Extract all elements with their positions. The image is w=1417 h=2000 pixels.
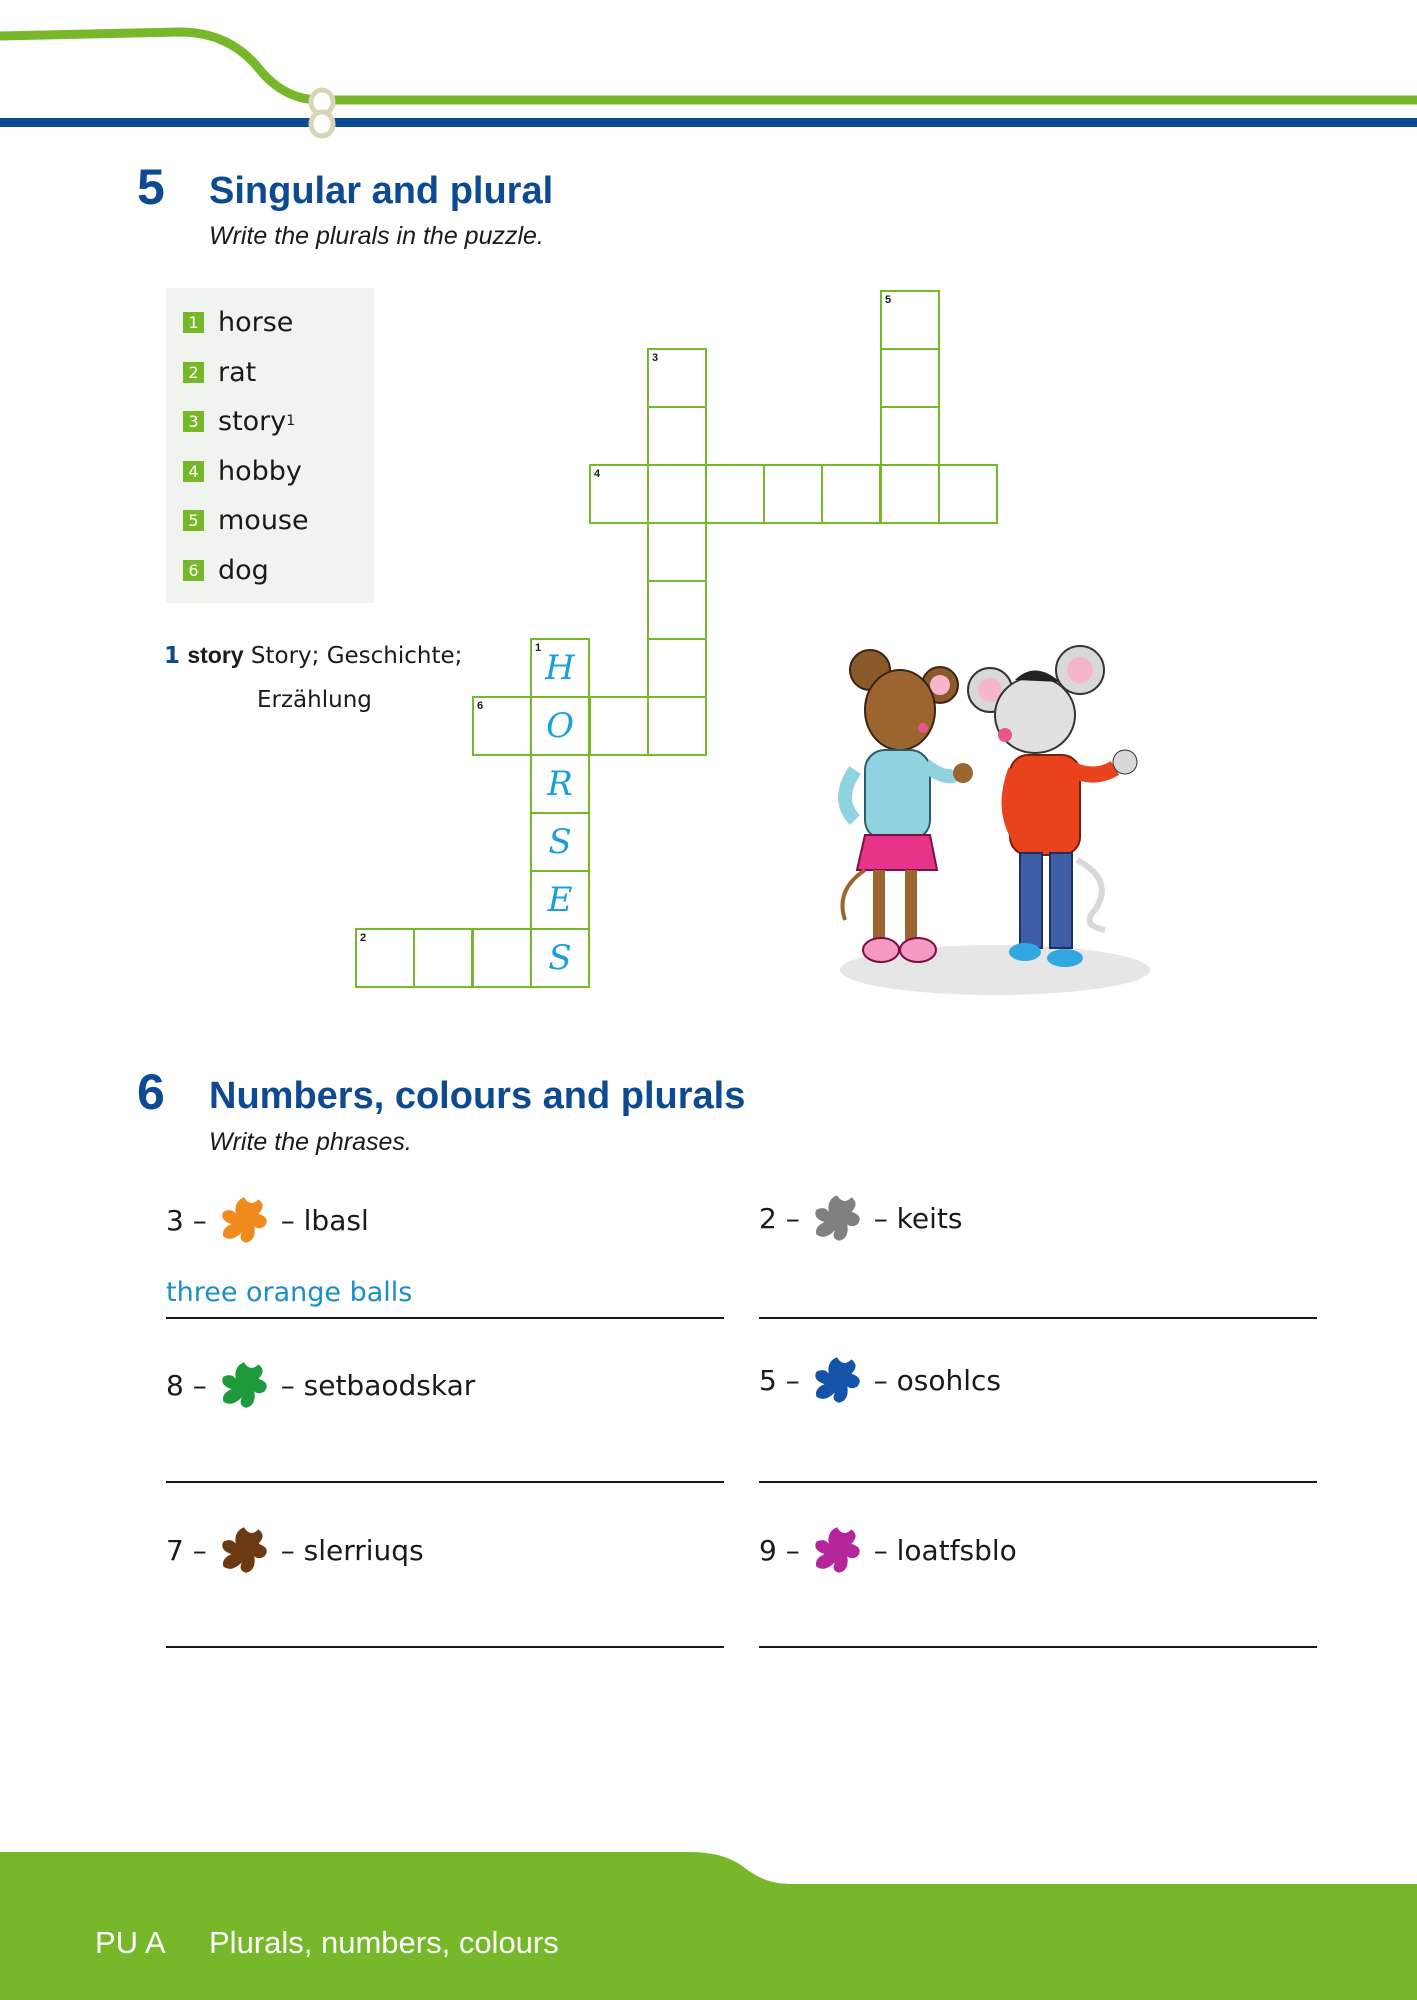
clue-number: 4 [594, 468, 601, 480]
phrase-item: 5 – – osohlcs [759, 1345, 1001, 1415]
footer-band [0, 1840, 1417, 2000]
phrase-item: 8 – – setbaodskar [166, 1350, 475, 1420]
footer-unit-code: PU A [95, 1925, 166, 1960]
phrase-item: 9 – – loatfsblo [759, 1515, 1017, 1585]
exercise-6-instruction: Write the phrases. [209, 1128, 412, 1156]
answer-line[interactable] [759, 1481, 1317, 1483]
exercise-5-title: Singular and plural [209, 170, 554, 212]
crossword-letter[interactable]: S [548, 822, 572, 862]
green-paint-splash-icon [213, 1354, 275, 1416]
answer-line[interactable] [759, 1317, 1317, 1319]
clue-number: 6 [477, 700, 484, 712]
clue-number: 1 [535, 642, 542, 654]
phrase-item: 2 – – keits [759, 1183, 962, 1253]
clue-number: 5 [885, 294, 892, 306]
exercise-6-number: 6 [137, 1064, 165, 1120]
word-item: 1 horse [183, 304, 293, 340]
phrase-item: 7 – – slerriuqs [166, 1515, 424, 1585]
word-item: 2 rat [183, 354, 256, 390]
word-item: 4 hobby [183, 453, 302, 489]
answer-line[interactable] [166, 1481, 724, 1483]
answer-line[interactable] [759, 1646, 1317, 1648]
answer-line[interactable] [166, 1646, 724, 1648]
footer-title: Plurals, numbers, colours [209, 1925, 559, 1960]
mice-characters-illustration [815, 640, 1170, 1000]
footnote: 1 story Story; Geschichte; Erzählung [164, 642, 463, 713]
answer-line[interactable] [166, 1317, 724, 1319]
phrase-item: 3 – – lbasl [166, 1185, 369, 1255]
crossword-letter[interactable]: E [547, 880, 573, 920]
grey-paint-splash-icon [806, 1187, 868, 1249]
word-item: 6 dog [183, 552, 269, 588]
crossword-letter[interactable]: H [545, 648, 575, 688]
purple-paint-splash-icon [806, 1519, 868, 1581]
blue-paint-splash-icon [806, 1349, 868, 1411]
brown-paint-splash-icon [213, 1519, 275, 1581]
exercise-5-instruction: Write the plurals in the puzzle. [209, 222, 544, 250]
clue-number: 2 [360, 932, 367, 944]
crossword-letter[interactable]: R [547, 764, 573, 804]
word-item: 3 story 1 [183, 403, 295, 439]
exercise-6-title: Numbers, colours and plurals [209, 1075, 746, 1117]
crossword-letter[interactable]: O [546, 706, 574, 746]
clue-number: 3 [652, 352, 659, 364]
word-item: 5 mouse [183, 502, 309, 538]
crossword-letter[interactable]: S [548, 938, 572, 978]
exercise-5-number: 5 [137, 159, 165, 215]
answer-text: three orange balls [166, 1277, 413, 1308]
girl-mouse-illustration [843, 650, 974, 962]
orange-paint-splash-icon [213, 1189, 275, 1251]
boy-mouse-illustration [968, 646, 1137, 967]
